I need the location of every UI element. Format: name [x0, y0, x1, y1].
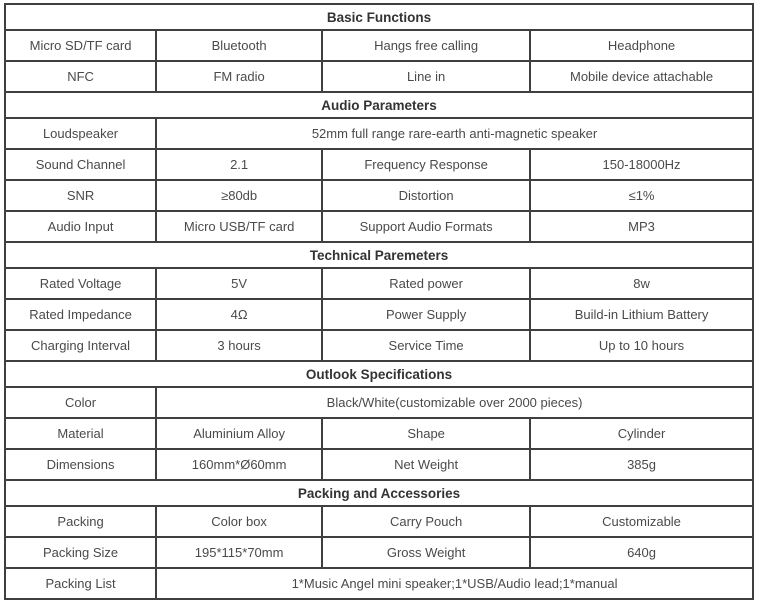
- spec-row: [5, 387, 753, 418]
- spec-value-cell: Headphone: [530, 30, 753, 61]
- section-title: Audio Parameters: [5, 92, 753, 118]
- product-spec-table: [4, 3, 754, 600]
- spec-row: [5, 149, 753, 180]
- spec-label-cell: NFC: [5, 61, 156, 92]
- spec-value-cell: ≤1%: [530, 180, 753, 211]
- spec-row: [5, 449, 753, 480]
- spec-value-cell: 4Ω: [156, 299, 322, 330]
- spec-value-cell: 160mm*Ø60mm: [156, 449, 322, 480]
- spec-row: [5, 568, 753, 599]
- spec-row: [5, 61, 753, 92]
- spec-value-cell: Customizable: [530, 506, 753, 537]
- section-title: Technical Paremeters: [5, 242, 753, 268]
- spec-label-cell: Sound Channel: [5, 149, 156, 180]
- spec-label-cell: Dimensions: [5, 449, 156, 480]
- spec-value-cell: 2.1: [156, 149, 322, 180]
- spec-value-cell: Frequency Response: [322, 149, 530, 180]
- spec-value-cell: MP3: [530, 211, 753, 242]
- spec-value-cell: 5V: [156, 268, 322, 299]
- spec-label-cell: Material: [5, 418, 156, 449]
- spec-row: [5, 506, 753, 537]
- spec-row: [5, 418, 753, 449]
- spec-value-cell: Shape: [322, 418, 530, 449]
- spec-value-cell: Mobile device attachable: [530, 61, 753, 92]
- spec-table-body: [5, 4, 753, 599]
- spec-value-cell: 195*115*70mm: [156, 537, 322, 568]
- section-header-row: [5, 92, 753, 118]
- spec-label-cell: Rated Voltage: [5, 268, 156, 299]
- spec-row: [5, 268, 753, 299]
- spec-label-cell: Charging Interval: [5, 330, 156, 361]
- section-header-row: [5, 4, 753, 30]
- spec-value-cell: 385g: [530, 449, 753, 480]
- spec-value-cell: Carry Pouch: [322, 506, 530, 537]
- section-title: Outlook Specifications: [5, 361, 753, 387]
- spec-value-cell: 52mm full range rare-earth anti-magnetic speaker: [156, 118, 753, 149]
- spec-label-cell: Color: [5, 387, 156, 418]
- spec-value-cell: 8w: [530, 268, 753, 299]
- section-header-row: [5, 361, 753, 387]
- spec-label-cell: Packing: [5, 506, 156, 537]
- spec-value-cell: Gross Weight: [322, 537, 530, 568]
- spec-row: [5, 330, 753, 361]
- spec-value-cell: Distortion: [322, 180, 530, 211]
- spec-value-cell: Service Time: [322, 330, 530, 361]
- spec-row: [5, 211, 753, 242]
- spec-label-cell: Audio Input: [5, 211, 156, 242]
- spec-value-cell: Micro USB/TF card: [156, 211, 322, 242]
- spec-row: [5, 118, 753, 149]
- spec-value-cell: Hangs free calling: [322, 30, 530, 61]
- spec-value-cell: 640g: [530, 537, 753, 568]
- spec-value-cell: Power Supply: [322, 299, 530, 330]
- spec-value-cell: Line in: [322, 61, 530, 92]
- spec-label-cell: Packing Size: [5, 537, 156, 568]
- spec-value-cell: Black/White(customizable over 2000 pieces): [156, 387, 753, 418]
- spec-value-cell: Aluminium Alloy: [156, 418, 322, 449]
- spec-value-cell: ≥80db: [156, 180, 322, 211]
- spec-value-cell: Support Audio Formats: [322, 211, 530, 242]
- section-header-row: [5, 480, 753, 506]
- spec-label-cell: Loudspeaker: [5, 118, 156, 149]
- spec-row: [5, 537, 753, 568]
- spec-value-cell: Build-in Lithium Battery: [530, 299, 753, 330]
- spec-value-cell: Bluetooth: [156, 30, 322, 61]
- section-header-row: [5, 242, 753, 268]
- spec-value-cell: 3 hours: [156, 330, 322, 361]
- spec-value-cell: Cylinder: [530, 418, 753, 449]
- spec-label-cell: SNR: [5, 180, 156, 211]
- section-title: Packing and Accessories: [5, 480, 753, 506]
- section-title: Basic Functions: [5, 4, 753, 30]
- spec-value-cell: Color box: [156, 506, 322, 537]
- spec-value-cell: 1*Music Angel mini speaker;1*USB/Audio lead;1*manual: [156, 568, 753, 599]
- spec-label-cell: Packing List: [5, 568, 156, 599]
- spec-value-cell: Net Weight: [322, 449, 530, 480]
- spec-value-cell: Rated power: [322, 268, 530, 299]
- spec-row: [5, 180, 753, 211]
- spec-value-cell: Up to 10 hours: [530, 330, 753, 361]
- spec-label-cell: Rated Impedance: [5, 299, 156, 330]
- spec-value-cell: 150-18000Hz: [530, 149, 753, 180]
- spec-value-cell: FM radio: [156, 61, 322, 92]
- spec-label-cell: Micro SD/TF card: [5, 30, 156, 61]
- spec-row: [5, 30, 753, 61]
- spec-row: [5, 299, 753, 330]
